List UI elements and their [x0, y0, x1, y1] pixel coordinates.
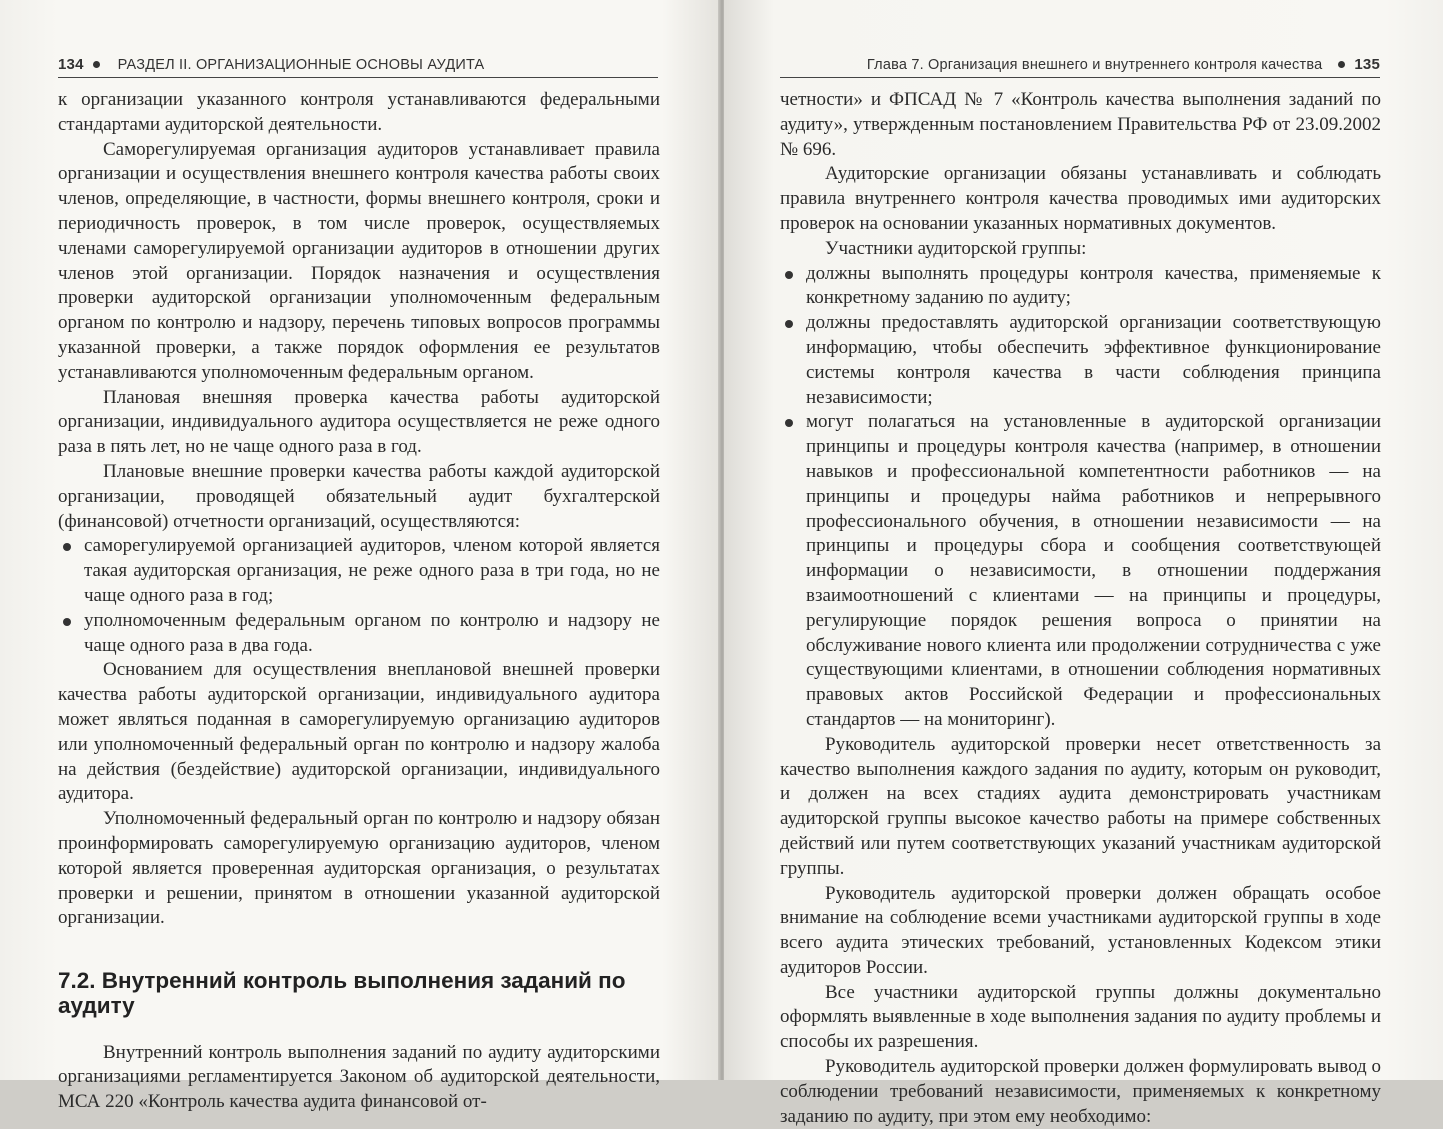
right-page-body: [780, 88, 1381, 1129]
paragraph: Участники аудиторской группы:: [825, 237, 1087, 259]
left-page-body: [58, 88, 660, 1115]
paragraph: Основанием для осуществления внеплановой внешней проверки качества работы аудиторской организации, индивидуального аудитора может являться поданная в саморегулируемую организацию аудиторов или уполномоченный федеральный орган по контролю и надзору жалоба на действия (бездействие) аудиторской организации, индивидуального аудитора.: [58, 659, 660, 805]
paragraph: Внутренний контроль выполнения заданий по аудиту аудиторскими организациями регламентируется Законом об аудиторской деятельности, МСА 220 «Контроль качества аудита финансовой от-: [58, 1041, 660, 1113]
list-item: должны предоставлять аудиторской организации соответствующую информацию, чтобы обеспечить эффективное функционирование системы контроля качества в части соблюдения принципа независимости;: [806, 311, 1381, 410]
list-item: саморегулируемой организацией аудиторов, членом которой является такая аудиторская организация, не реже одного раза в три года, но не чаще одного раза в год;: [84, 534, 660, 608]
left-running-header: [58, 52, 658, 78]
right-running-header: [780, 52, 1380, 78]
paragraph: Плановая внешняя проверка качества работы аудиторской организации, индивидуального аудитора осуществляется не реже одного раза в пять лет, но не чаще одного раза в год.: [58, 386, 660, 458]
list-item: должны выполнять процедуры контроля качества, применяемые к конкретному заданию по аудиту;: [806, 262, 1381, 312]
left-page-number: 134: [58, 56, 84, 73]
section-heading: 7.2. Внутренний контроль выполнения заданий по аудиту: [58, 968, 626, 1018]
paragraph: Уполномоченный федеральный орган по контролю и надзору обязан проинформировать саморегулируемую организацию аудиторов, членом которой является проверенная аудиторская организация, о результатах проверки и решении, принятом в отношении указанной аудиторской организации.: [58, 808, 660, 929]
list-item: могут полагаться на установленные в аудиторской организации принципы и процедуры контроля качества (например, в отношении навыков и профессиональной компетентности работников — на принципы и процедуры найма работников и непрерывного профессионального обучения, в отношении независимости — на принципы и процедуры сбора и сообщения соответствующей информации о независимости, в отношении поддержания взаимоотношений с клиентами — на принципы и процедуры, регулирующие порядок решения вопроса о принятии на обслуживание нового клиента или продолжении сотрудничества с уже существующими клиентами, в отношении соблюдения нормативных правовых актов Российской Федерации и профессиональных стандартов — на мониторинг).: [806, 410, 1381, 732]
paragraph: Руководитель аудиторской проверки несет ответственность за качество выполнения каждого задания по аудиту, которым он руководит, и должен на всех стадиях аудита демонстрировать участникам аудиторской группы высокое качество работы на примере собственных действий или путем соответствующих указаний участникам аудиторской группы.: [780, 733, 1381, 879]
right-page: [724, 0, 1443, 1127]
header-bullet-icon: [1338, 61, 1345, 68]
left-section-title: РАЗДЕЛ II. ОРГАНИЗАЦИОННЫЕ ОСНОВЫ АУДИТА: [117, 56, 485, 73]
paragraph: Плановые внешние проверки качества работы каждой аудиторской организации, проводящей обязательный аудит бухгалтерской (финансовой) отчетности организаций, осуществляются:: [58, 460, 660, 532]
header-bullet-icon: [93, 61, 100, 68]
paragraph: Руководитель аудиторской проверки должен формулировать вывод о соблюдении требований независимости, применяемых к конкретному заданию по аудиту, при этом ему необходимо:: [780, 1056, 1381, 1127]
left-page: [0, 0, 720, 1113]
bullet-list: [58, 534, 660, 658]
paragraph: четности» и ФПСАД № 7 «Контроль качества выполнения заданий по аудиту», утвержденным постановлением Правительства РФ от 23.09.2002 № 696.: [780, 89, 1381, 160]
list-item: уполномоченным федеральным органом по контролю и надзору не чаще одного раза в два года.: [84, 609, 660, 659]
paragraph: Все участники аудиторской группы должны документально оформлять выявленные в ходе выполнения задания по аудиту проблемы и способы их разрешения.: [780, 981, 1381, 1053]
right-chapter-title: Глава 7. Организация внешнего и внутреннего контроля качества: [866, 56, 1323, 73]
paragraph: Аудиторские организации обязаны устанавливать и соблюдать правила внутреннего контроля качества проводимых ими аудиторских проверок на основании указанных нормативных документов.: [780, 163, 1381, 234]
paragraph: к организации указанного контроля устанавливаются федеральными стандартами аудиторской деятельности.: [58, 89, 660, 135]
paragraph: Саморегулируемая организация аудиторов устанавливает правила организации и осуществления внешнего контроля качества работы своих членов, определяющие, в частности, формы внешнего контроля, сроки и периодичность проверок, в том числе проверок, осуществляемых членами саморегулируемой организации аудиторов в отношении других членов этой организации. Порядок назначения и осуществления проверки аудиторской организации уполномоченным федеральным органом по контролю и надзору, перечень типовых вопросов программы указанной проверки, а также порядок оформления ее результатов устанавливаются уполномоченным федеральным органом.: [58, 138, 660, 383]
bullet-list: [780, 262, 1381, 733]
right-page-number: 135: [1354, 56, 1380, 73]
paragraph: Руководитель аудиторской проверки должен обращать особое внимание на соблюдение всеми участниками аудиторской группы в ходе всего аудита этических требований, установленных Кодексом этики аудиторов России.: [780, 882, 1381, 978]
